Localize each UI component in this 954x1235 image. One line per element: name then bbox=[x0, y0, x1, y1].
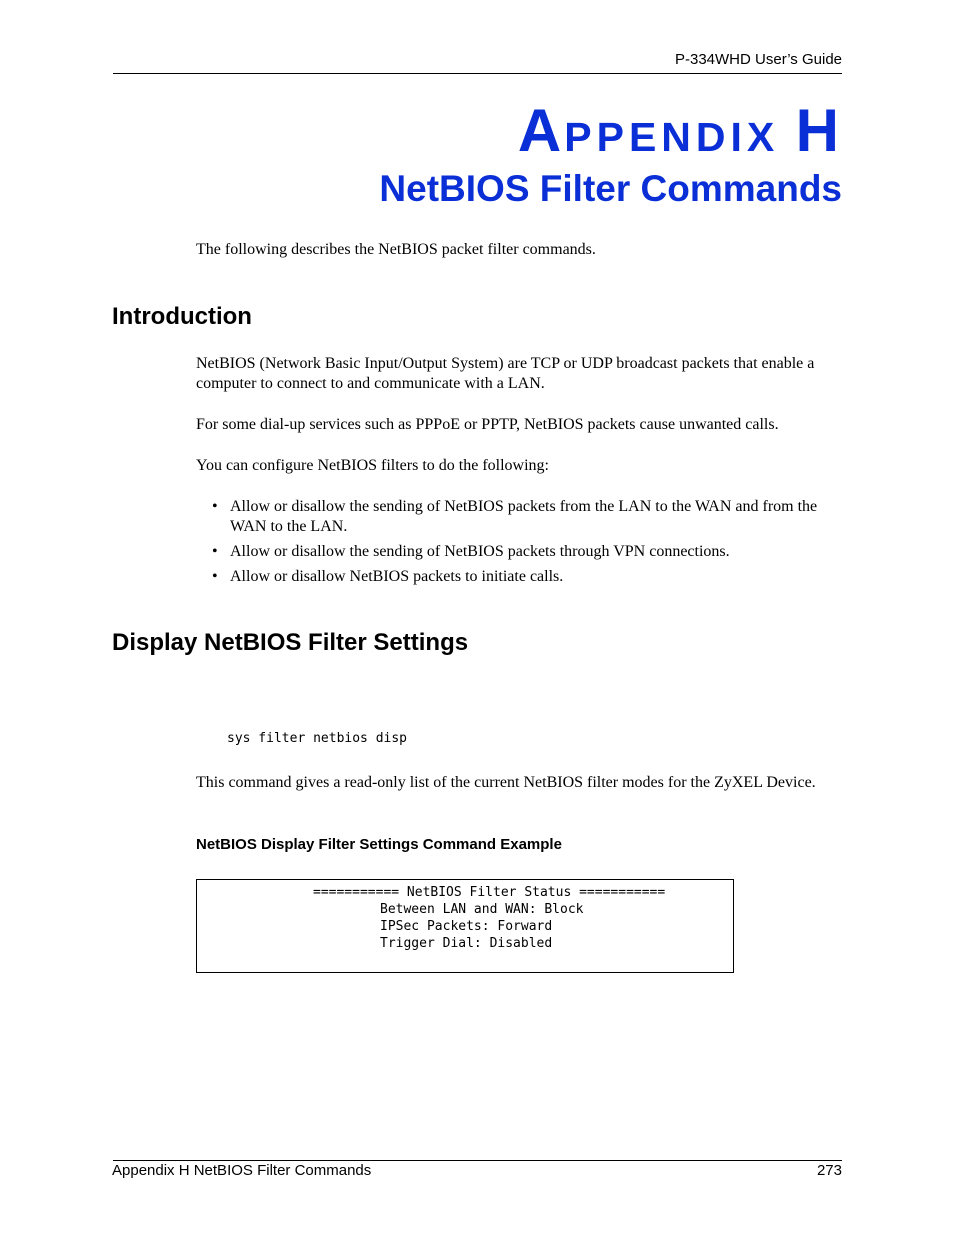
display-settings-heading: Display NetBIOS Filter Settings bbox=[112, 629, 469, 656]
example-line: =========== NetBIOS Filter Status =========== bbox=[313, 885, 666, 900]
page-number: 273 bbox=[816, 1162, 842, 1179]
header-rule bbox=[113, 73, 842, 74]
bullet-glyph: • bbox=[212, 498, 218, 515]
command-example-box bbox=[196, 879, 734, 973]
introduction-paragraph-2: For some dial-up services such as PPPoE or PPTP, NetBIOS packets cause unwanted calls. bbox=[196, 416, 779, 433]
bullet-text: Allow or disallow the sending of NetBIOS packets from the LAN to the WAN and from the WAN to the LAN. bbox=[230, 498, 818, 535]
example-line: IPSec Packets: Forward bbox=[380, 919, 553, 934]
appendix-initial: A bbox=[517, 97, 565, 164]
intro-paragraph: The following describes the NetBIOS packet filter commands. bbox=[196, 241, 596, 258]
footer-rule bbox=[113, 1160, 842, 1161]
running-header-title: P-334WHD User’s Guide bbox=[675, 51, 842, 68]
footer-chapter-title: Appendix H NetBIOS Filter Commands bbox=[112, 1162, 372, 1179]
chapter-title: NetBIOS Filter Commands bbox=[379, 168, 842, 209]
command-example-output bbox=[197, 884, 733, 952]
example-caption: NetBIOS Display Filter Settings Command Example bbox=[196, 836, 562, 853]
example-line: Between LAN and WAN: Block bbox=[380, 902, 584, 917]
feature-bullet-list bbox=[212, 497, 842, 592]
list-item bbox=[212, 497, 842, 537]
list-item bbox=[212, 567, 842, 587]
example-line: Trigger Dial: Disabled bbox=[380, 936, 553, 951]
bullet-text: Allow or disallow the sending of NetBIOS packets through VPN connections. bbox=[230, 543, 730, 560]
bullet-glyph: • bbox=[212, 568, 218, 585]
command-description: This command gives a read-only list of the current NetBIOS filter modes for the ZyXEL Device. bbox=[196, 774, 816, 791]
appendix-word-rest: PPENDIX bbox=[564, 114, 780, 160]
list-item bbox=[212, 542, 842, 562]
introduction-paragraph-1: NetBIOS (Network Basic Input/Output System) are TCP or UDP broadcast packets that enable a computer to connect to and communicate with a LAN. bbox=[196, 355, 815, 392]
command-syntax: sys filter netbios disp bbox=[227, 731, 408, 746]
introduction-paragraph-3: You can configure NetBIOS filters to do the following: bbox=[196, 457, 549, 474]
introduction-heading: Introduction bbox=[112, 303, 252, 330]
appendix-label bbox=[518, 96, 842, 165]
bullet-text: Allow or disallow NetBIOS packets to initiate calls. bbox=[230, 568, 564, 585]
bullet-glyph: • bbox=[212, 543, 218, 560]
appendix-letter: H bbox=[795, 97, 842, 164]
